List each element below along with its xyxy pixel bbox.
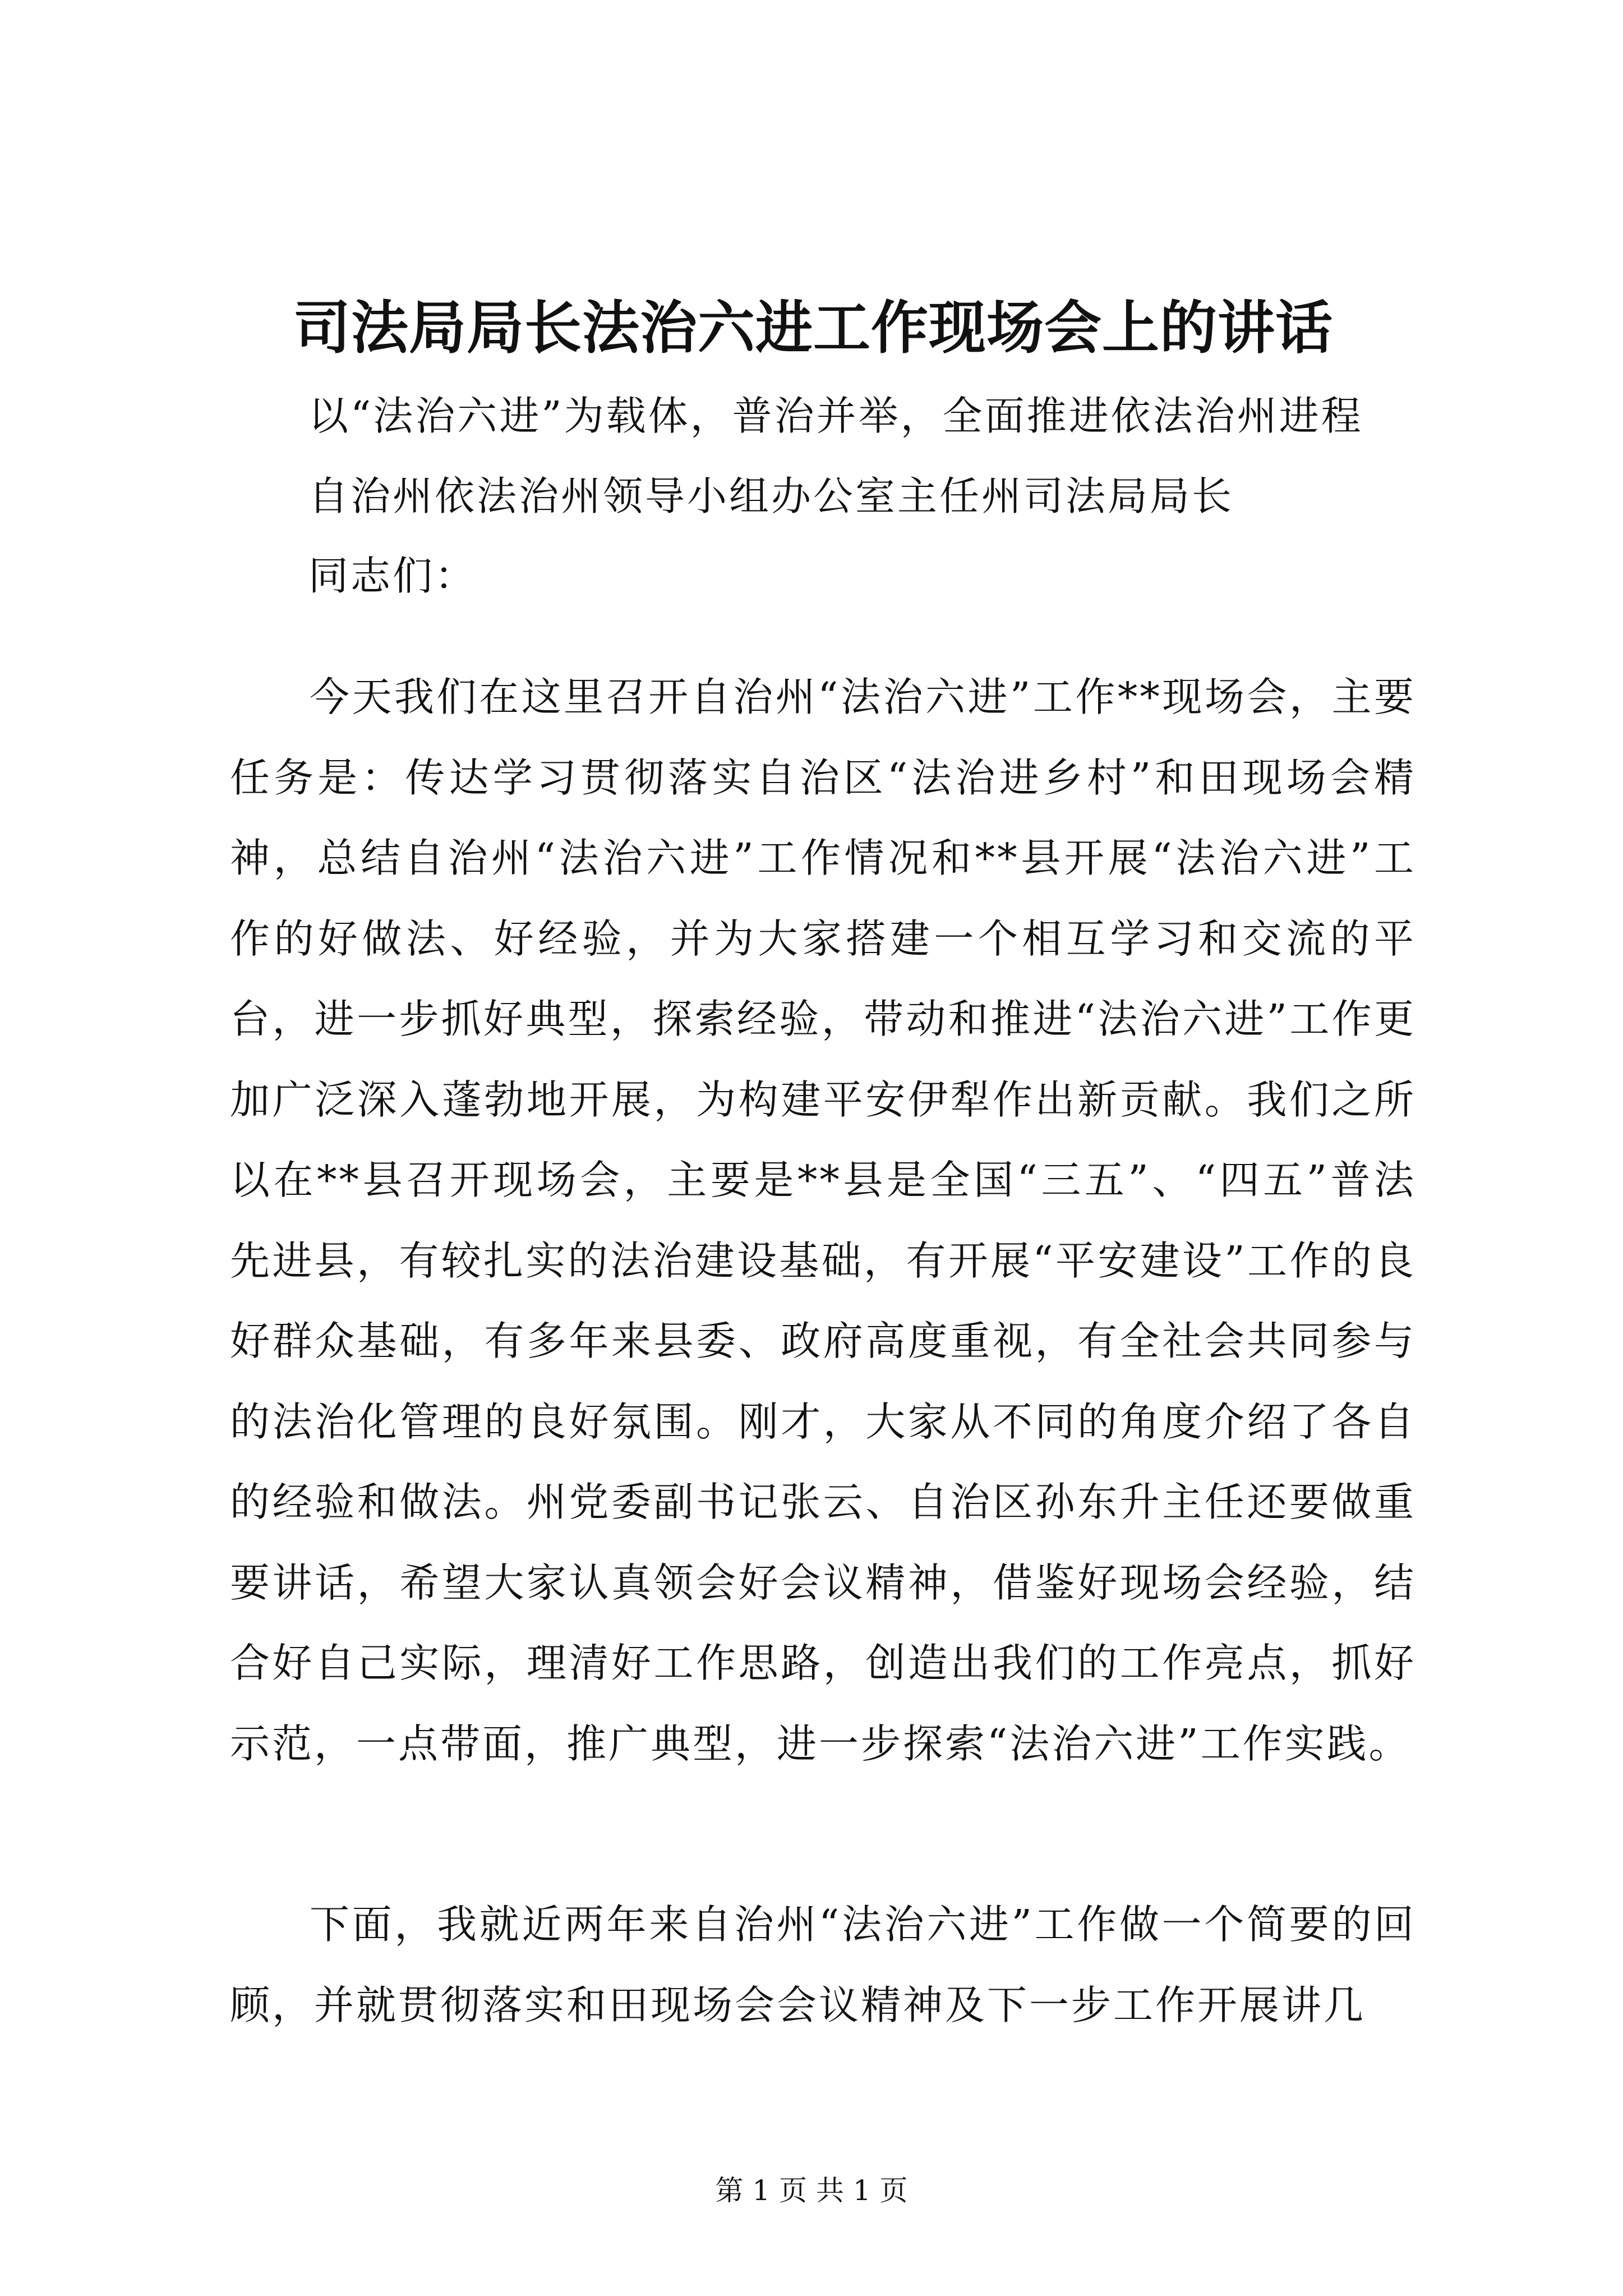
document-subtitle: 以“法治六进”为载体，普治并举，全面推进依法治州进程 — [308, 393, 1363, 439]
document-greeting: 同志们： — [308, 553, 477, 599]
body-paragraph: 下面，我就近两年来自治州“法治六进”工作做一个简要的回顾，并就贯彻落实和田现场会会议精神及下一步工作开展讲几 — [230, 1901, 1416, 2028]
document-author: 自治州依法治州领导小组办公室主任州司法局局长 — [308, 473, 1234, 519]
page-number: 第 1 页 共 1 页 — [715, 2174, 908, 2207]
document-title: 司法局局长法治六进工作现场会上的讲话 — [293, 295, 1333, 362]
body-paragraph: 今天我们在这里召开自治州“法治六进”工作**现场会，主要任务是：传达学习贯彻落实自治区“法治进乡村”和田现场会精神，总结自治州“法治六进”工作情况和**县开展“法治六进”工作的好做法、好经验，并为大家搭建一个相互学习和交流的平台，进一步抓好典型，探索经验，带动和推进“法治六进”工作更加广泛深入蓬勃地开展，为构建平安伊犁作出新贡献。我们之所以在**县召开现场会，主要是**县是全国“三五”、“四五”普法先进县，有较扎实的法治建设基础，有开展“平安建设”工作的良好群众基础，有多年来县委、政府高度重视，有全社会共同参与的法治化管理的良好氛围。刚才，大家从不同的角度介绍了各自的经验和做法。州党委副书记张云、自治区孙东升主任还要做重要讲话，希望大家认真领会好会议精神，借鉴好现场会经验，结合好自己实际，理清好工作思路，创造出我们的工作亮点，抓好示范，一点带面，推广典型，进一步探索“法治六进”工作实践。 — [230, 674, 1416, 1767]
